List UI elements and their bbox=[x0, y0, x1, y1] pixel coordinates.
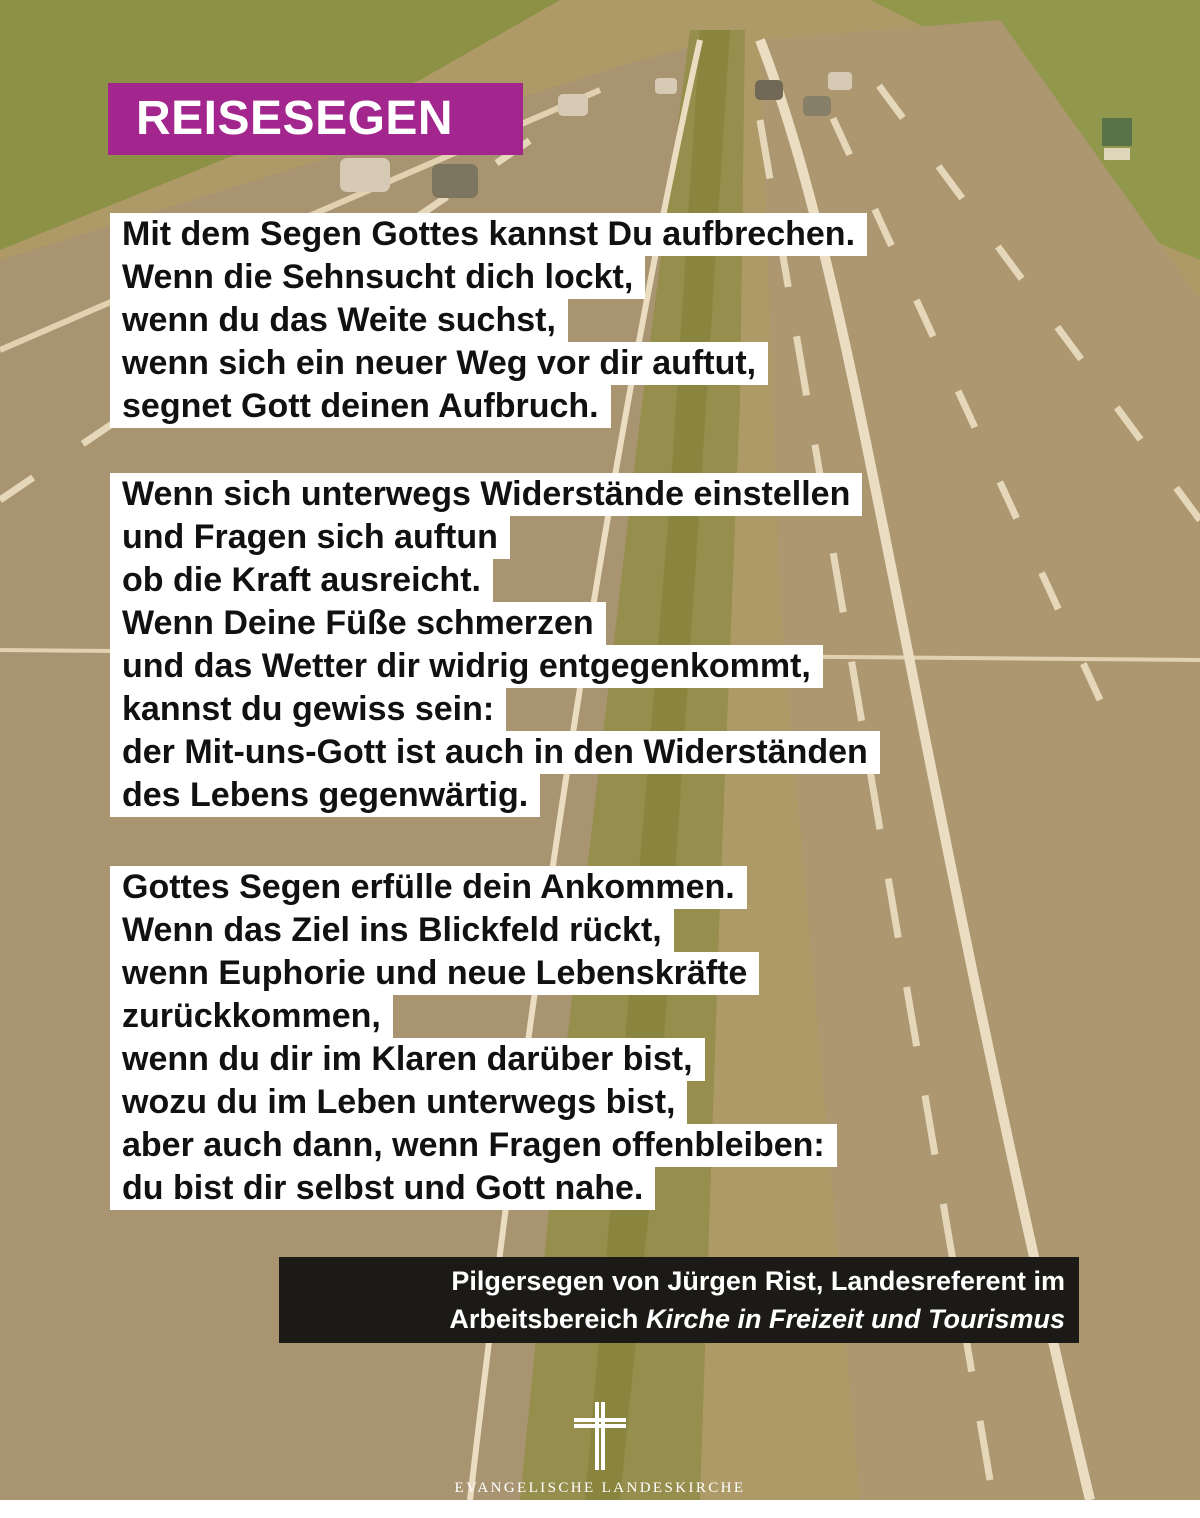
credit-prefix: Arbeitsbereich bbox=[449, 1304, 646, 1334]
stanza-3 bbox=[110, 866, 837, 1210]
org-name-line-1: EVANGELISCHE LANDESKIRCHE bbox=[454, 1480, 746, 1496]
poem-line: Mit dem Segen Gottes kannst Du aufbrechen. bbox=[110, 213, 867, 256]
cross-icon bbox=[574, 1402, 626, 1470]
credit-line-1: Pilgersegen von Jürgen Rist, Landesreferent im bbox=[451, 1266, 1065, 1296]
church-logo bbox=[440, 1402, 760, 1518]
page-title: REISESEGEN bbox=[108, 83, 523, 155]
stanza-2 bbox=[110, 473, 880, 817]
author-credit bbox=[279, 1257, 1079, 1343]
credit-department: Kirche in Freizeit und Tourismus bbox=[645, 1304, 1065, 1334]
poem-line: Wenn die Sehnsucht dich lockt, bbox=[110, 256, 645, 299]
poem-line: wozu du im Leben unterwegs bist, bbox=[110, 1081, 687, 1124]
poem-line: segnet Gott deinen Aufbruch. bbox=[110, 385, 611, 428]
poem-line: Wenn sich unterwegs Widerstände einstellen bbox=[110, 473, 862, 516]
stanza-1 bbox=[110, 213, 867, 428]
poem-line: Gottes Segen erfülle dein Ankommen. bbox=[110, 866, 747, 909]
poem-line: und das Wetter dir widrig entgegenkommt, bbox=[110, 645, 823, 688]
poem-line: wenn du dir im Klaren darüber bist, bbox=[110, 1038, 705, 1081]
poem-line: du bist dir selbst und Gott nahe. bbox=[110, 1167, 655, 1210]
poem-line: Wenn Deine Füße schmerzen bbox=[110, 602, 606, 645]
poem-line: wenn du das Weite suchst, bbox=[110, 299, 568, 342]
credit-line-2 bbox=[279, 1300, 1065, 1338]
poem-line: wenn Euphorie und neue Lebenskräfte bbox=[110, 952, 759, 995]
poem-line: Wenn das Ziel ins Blickfeld rückt, bbox=[110, 909, 674, 952]
poem-line: und Fragen sich auftun bbox=[110, 516, 510, 559]
poem-line: wenn sich ein neuer Weg vor dir auftut, bbox=[110, 342, 768, 385]
poem-line: der Mit-uns-Gott ist auch in den Widerständen bbox=[110, 731, 880, 774]
poem-line: aber auch dann, wenn Fragen offenbleiben: bbox=[110, 1124, 837, 1167]
poem-line: zurückkommen, bbox=[110, 995, 393, 1038]
poem-line: des Lebens gegenwärtig. bbox=[110, 774, 540, 817]
poem-line: ob die Kraft ausreicht. bbox=[110, 559, 493, 602]
org-name-line-2: IN WÜRTTEMBERG bbox=[516, 1500, 684, 1516]
poem-line: kannst du gewiss sein: bbox=[110, 688, 506, 731]
